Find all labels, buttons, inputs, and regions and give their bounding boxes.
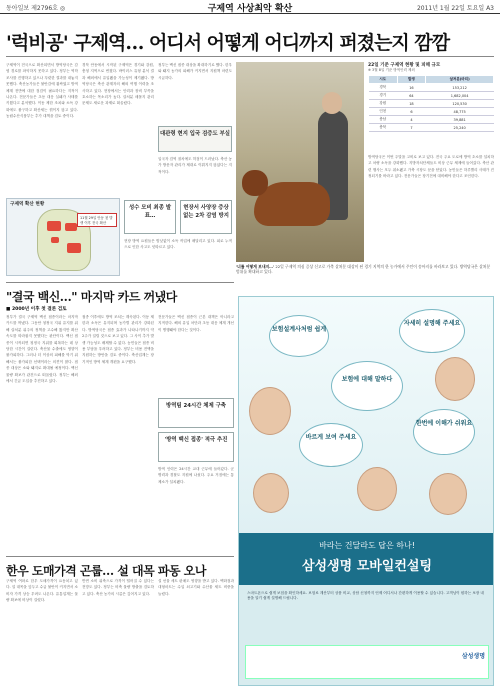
ad-main-title: 삼성생명 모바일컨설팅 (301, 559, 433, 574)
table-cell: 7 (397, 124, 426, 132)
ad-question: 바라는 건달라도 답은 하나! (319, 541, 415, 550)
table-cell: 경기 (369, 92, 398, 100)
table-cell: 64 (397, 92, 426, 100)
outbreak-map (6, 198, 120, 276)
ad-logo: 삼성생명 (461, 653, 485, 660)
main-headline: '럭비공' 구제역… 어디서 어떻게 어디까지 퍼졌는지 깜깜 (6, 32, 450, 54)
ad-illustration (239, 297, 494, 533)
ad-person-face (249, 387, 291, 435)
ad-person-face (435, 357, 475, 401)
table-cell: 153,212 (426, 84, 494, 92)
article-column: 접종 이후에도 방역 조치는 계속된다. 이동 제한과 소독은 유지되며 농가별 관리가 강화된다. 방역당국은 접종 효과가 나타나기까지 약 2주가 걸릴 것으로 보고 있다. 그 사이 추가 발생 가능성도 배제할 수 없다. 농민들은 접종 비용 부담을 우려하고 있다. 정부는 비용 전액을 지원하는 방안을 검토 중이다. 축산업계는 장기적인 방역 체계 개편을 요구했다. (82, 315, 154, 364)
table-cell: 충북 (369, 124, 398, 132)
map-annotation: 11월 29일 안동 첫 발생 이후 전국 확산 (77, 213, 117, 227)
article-column: 정부는 백신 접종 대상을 확대하기로 했다. 한우와 돼지 농가의 피해가 커지면서 지원책 마련도 시급하다. (158, 63, 232, 80)
table-cell: 강원 (369, 100, 398, 108)
page-info: 2011년 1월 22일 토요일 A3 (416, 5, 494, 12)
outbreak-area (65, 223, 77, 231)
ad-bubble: 보험에 대해 말하다 (331, 361, 403, 411)
section-title: 구제역 사상최악 확산 (207, 4, 293, 14)
article-column: 입국자 검역 절차에도 허점이 드러났다. 축산 농가 방문자 관리가 제대로 이뤄지지 않았다는 지적이다. (158, 157, 232, 174)
table-cell: 4 (397, 116, 426, 124)
table-title: 22일 기준 구제역 현황 및 피해 규모 (368, 63, 441, 68)
subhead-box: 방역팀 24시간 체제 구축 (158, 398, 234, 428)
divider (6, 282, 234, 283)
secondary-headline: "결국 백신…" 마지막 카드 꺼냈다 (6, 290, 177, 304)
ad-bubble: 보험설계사처럼 쉽게 (269, 315, 329, 357)
advertisement[interactable] (238, 296, 494, 686)
ad-bubble: 자세히 설명해 주세요 (399, 309, 465, 353)
masthead: 동아일보 제2796호 ◎ (6, 5, 66, 12)
ad-info-box (245, 645, 489, 679)
table-row (369, 124, 494, 132)
article-column: 현장 방역 요원들은 밤낮없이 소독 작업에 매달리고 있다. 피로 누적으로 인한 사고도 잇따르고 있다. (124, 239, 232, 250)
article-column: 전문가들은 백신 접종이 근본 대책은 아니라고 지적한다. 해외 유입 차단과 초동 대응 체계 개선이 병행돼야 한다는 것이다. (158, 315, 234, 332)
photo-caption (236, 264, 494, 275)
ad-bubble: 바르게 보여 주세요 (299, 423, 363, 467)
news-photo (236, 62, 364, 262)
subhead-box: 현장서 사양장 증상 없는 2차 감염 방지 (180, 200, 232, 234)
divider (6, 556, 234, 557)
table-cell: 18 (397, 100, 426, 108)
ad-person-face (357, 467, 397, 511)
ad-person-face (429, 473, 467, 515)
statistics-table (368, 62, 494, 150)
article-column: 구제역이 전국으로 확산되면서 방역당국은 감염 경로를 파악하지 못하고 있다. 정부는 역학조사를 진행하고 있으나 뚜렷한 결과를 내놓지 못했다. 축산농가들은 불안감에 휩싸였고 방역 체계 전반에 대한 점검이 필요하다는 지적이 나온다. 전문가들은 초동 대응 실패가 사태를 키웠다고 분석했다. 이동 제한 조치와 소독 강화에도 불구하고 확산세는 꺾이지 않고 있다. 농림수산식품부는 추가 대책을 검토 중이다. (6, 63, 78, 119)
table-header: 시도 (369, 76, 398, 84)
table-row (369, 92, 494, 100)
table-header: 살처분(마리) (426, 76, 494, 84)
table-cell: 48,775 (426, 108, 494, 116)
data-table (368, 75, 494, 132)
table-row (369, 100, 494, 108)
ad-bubble: 한번에 이해가 쉬워요 (413, 409, 475, 455)
outbreak-area (67, 243, 81, 253)
subhead-box: 대관령 현지 입국 검증도 부실 (158, 126, 232, 152)
article-column: 경북 안동에서 시작된 구제역은 경기와 강원, 충청 지역으로 번졌다. 바이러스 유형 분석 결과 해외에서 유입됐을 가능성이 제기됐다. 방역당국은 축산 관계자의 해외 여행 이력을 조사하고 있다. 현장에서는 인력과 장비 부족을 호소하는 목소리가 높다. 살처분 매몰지 관리 문제도 새로운 과제로 떠올랐다. (82, 63, 154, 106)
table-cell: 39,881 (426, 116, 494, 124)
outbreak-area (51, 237, 59, 243)
outbreak-area (47, 221, 61, 231)
tertiary-headline: 한우 도매가격 곤룹… 설 대목 파동 오나 (6, 564, 206, 578)
table-cell: 1,682,004 (426, 92, 494, 100)
table-cell: 6 (397, 108, 426, 116)
table-cell: 25,240 (426, 124, 494, 132)
page-header (0, 0, 500, 14)
article-subhead: ■ 2000년 이후 첫 결론 검토 (6, 307, 67, 312)
ad-body-text: 스마트폰으로 쉽게 보험을 확인하세요. 보험료 계산부터 상품 비교, 상담 신청까지 언제 어디서나 간편하게 이용할 수 있습니다. 고객님이 원하는 보장 내용을 알기 쉽게 설명해 드립니다. (247, 591, 484, 601)
table-cell: 인천 (369, 108, 398, 116)
article-column: 방역당국은 이번 주말을 고비로 보고 있다. 전국 주요 도로에 방역 초소를 설치하고 차량 소독을 강화했다. 지방자치단체들도 비상 근무 체제에 들어갔다. 축산 관련 행사는 모두 취소됐고 가축 시장도 문을 닫았다. 농민들은 하루빨리 사태가 진정되기를 바라고 있다. 전문가들은 장기전에 대비해야 한다고 조언한다. (368, 155, 494, 179)
map-title: 구제역 확산 현황 (10, 202, 45, 207)
caption-text: 22일 구제역 의심 증상 신고로 가축 살처분 대상이 된 경기 지역의 한 농가에서 주인이 송아지를 바라보고 있다. 방역당국은 살처분 범위를 확대하고 있다. (236, 264, 491, 275)
table-cell: 충남 (369, 116, 398, 124)
article-column: 방역 인력은 24시간 교대 근무에 들어갔다. 군 병력과 경찰도 지원에 나섰다. 주요 거점에는 통제소가 설치됐다. (158, 467, 234, 484)
caption-title: '너를 어떻게 보내지…' (236, 264, 275, 269)
table-cell: 120,530 (426, 100, 494, 108)
farmer-head (322, 92, 342, 114)
calf-head (242, 170, 268, 196)
divider (6, 56, 494, 57)
article-column: 구제역 여파로 한우 도매가격이 요동치고 있다. 설 대목을 앞두고 수급 불안이 커지면서 소비자 가격 상승 우려도 나온다. 유통업계는 물량 확보에 비상이 걸렸다. (6, 579, 78, 603)
subhead-box: 성수 모비 최종 발표… (124, 200, 176, 234)
article-column: 정부가 결국 구제역 백신 접종이라는 마지막 카드를 꺼냈다. 그동안 청정국 지위 유지를 위해 살처분 위주의 정책을 고수해 왔지만 확산 속도를 따라잡지 못했다는 판단이다. 백신 접종이 시작되면 청정국 지위를 회복하는 데 상당한 시간이 걸린다. 축산물 수출에도 영향이 불가피하다. 그러나 더 이상의 피해를 막기 위해서는 불가피한 선택이라는 의견이 많다. 접종 대상은 소와 돼지로 확대될 예정이다. 백신 물량 확보가 관건으로 떠올랐다. 정부는 해외에서 긴급 도입을 추진하고 있다. (6, 315, 78, 384)
article-column: 반면 소비 위축으로 가격이 떨어질 수 있다는 전망도 있다. 정부는 비축 물량 방출을 검토하고 있다. 축산 농가의 시름은 깊어지고 있다. (82, 579, 154, 596)
subhead-box: '방역 백신 접종' 적극 추진 (158, 432, 234, 462)
table-header: 발생 (397, 76, 426, 84)
table-cell: 경북 (369, 84, 398, 92)
table-row (369, 84, 494, 92)
table-row (369, 108, 494, 116)
ad-person-face (253, 473, 289, 513)
table-subtitle: ※ 3월 8일 기준 방역인력 제외 (368, 68, 415, 72)
article-column: 설 선물 세트 판매도 영향을 받고 있다. 백화점과 대형마트는 수입 쇠고기와 수산물 세트 비중을 늘렸다. (158, 579, 234, 596)
table-row (369, 116, 494, 124)
table-cell: 16 (397, 84, 426, 92)
